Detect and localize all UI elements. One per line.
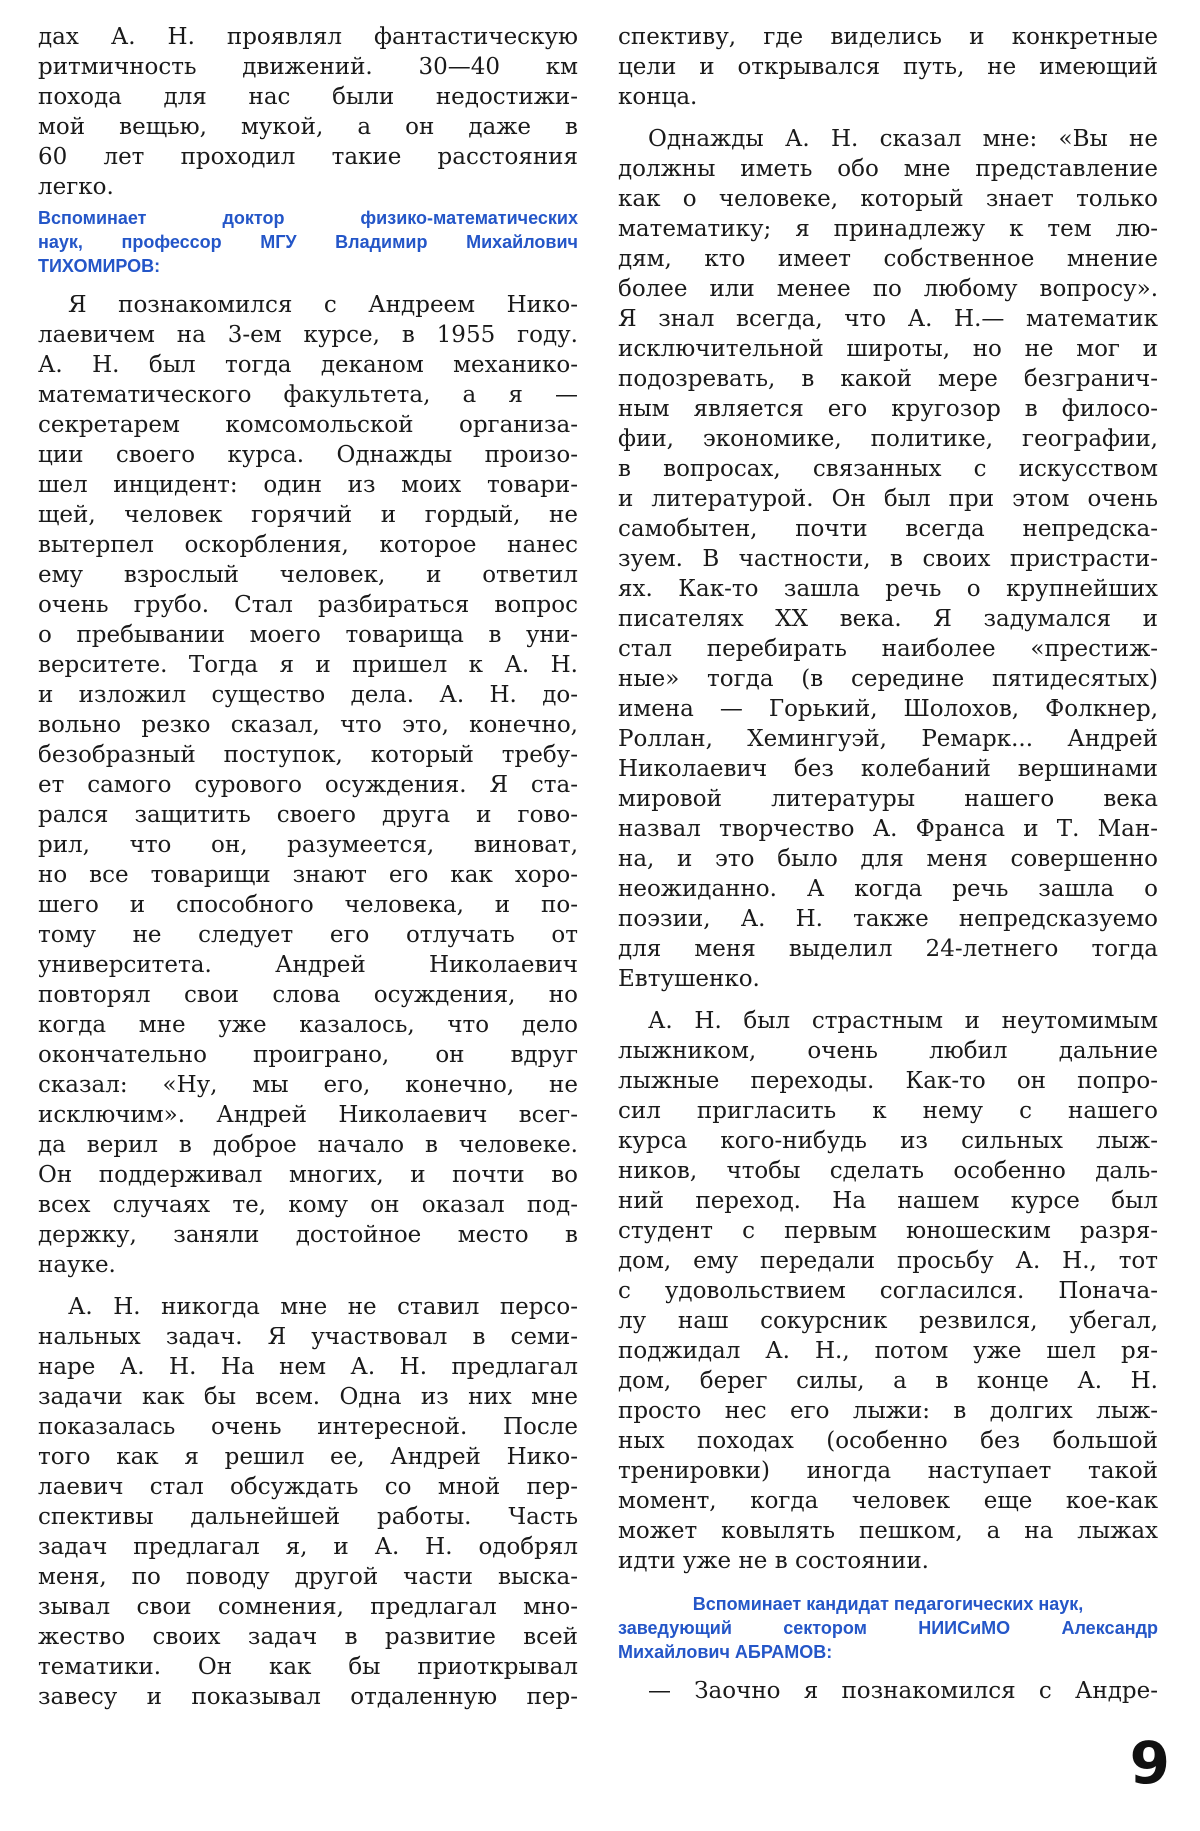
text-line: 60 лет проходил такие расстояния	[38, 144, 578, 170]
text-line: А. Н. был страстным и неутомимым	[648, 1008, 1158, 1034]
text-line: ции своего курса. Однажды произо-	[38, 442, 578, 468]
text-line: тематики. Он как бы приоткрывал	[38, 1654, 578, 1680]
text-line: цели и открывался путь, не имеющий	[618, 54, 1158, 80]
text-line: тренировки) иногда наступает такой	[618, 1458, 1158, 1484]
paragraph	[38, 290, 578, 1280]
text-line: ным является его кругозор в филосо-	[618, 396, 1158, 422]
text-line: рил, что он, разумеется, виноват,	[38, 832, 578, 858]
paragraph-continuation	[38, 22, 578, 202]
paragraph	[38, 1292, 578, 1712]
left-column	[38, 22, 578, 1712]
text-line: вытерпел оскорбления, которое нанес	[38, 532, 578, 558]
text-line: жество своих задач в развитие всей	[38, 1624, 578, 1650]
text-line: А. Н. никогда мне не ставил персо-	[68, 1294, 578, 1320]
text-line: и литературой. Он был при этом очень	[618, 486, 1158, 512]
text-line: в вопросах, связанных с искусством	[618, 456, 1158, 482]
text-line: да верил в доброе начало в человеке.	[38, 1132, 578, 1158]
text-line: очень грубо. Стал разбираться вопрос	[38, 592, 578, 618]
credit-line: Вспоминает кандидат педагогических наук,	[692, 1594, 1084, 1614]
right-column	[618, 22, 1158, 1706]
text-line: с удовольствием согласился. Понача-	[618, 1278, 1158, 1304]
paragraph-continuation	[618, 22, 1158, 112]
credit-line: наук, профессор МГУ Владимир Михайлович	[38, 232, 578, 252]
text-line: А. Н. был тогда деканом механико-	[38, 352, 578, 378]
text-line: о пребывании моего товарища в уни-	[38, 622, 578, 648]
text-line: зуем. В частности, в своих пристрасти-	[618, 546, 1158, 572]
text-line: лыжником, очень любил дальние	[618, 1038, 1158, 1064]
text-line: дям, кто имеет собственное мнение	[618, 246, 1158, 272]
text-line: безобразный поступок, который требу-	[38, 742, 578, 768]
text-line: дах А. Н. проявлял фантастическую	[38, 24, 578, 50]
text-line: сказал: «Ну, мы его, конечно, не	[38, 1072, 578, 1098]
text-line: всех случаях те, кому он оказал под-	[38, 1192, 578, 1218]
text-line: математического факультета, а я —	[38, 382, 578, 408]
text-line: задач предлагал я, и А. Н. одобрял	[38, 1534, 578, 1560]
text-line: исключительной широты, но не мог и	[618, 336, 1158, 362]
text-line: для меня выделил 24-летнего тогда	[618, 936, 1158, 962]
text-line: неожиданно. А когда речь зашла о	[618, 876, 1158, 902]
text-line: может ковылять пешком, а на лыжах	[618, 1518, 1158, 1544]
text-line: мой вещью, мукой, а он даже в	[38, 114, 578, 140]
speaker-credit-abramov	[618, 1592, 1158, 1664]
credit-line: Михайлович АБРАМОВ:	[618, 1642, 833, 1662]
text-line: шего и способного человека, и по-	[38, 892, 578, 918]
text-line: Роллан, Хемингуэй, Ремарк... Андрей	[618, 726, 1158, 752]
page-number: 9	[1129, 1729, 1170, 1797]
text-line: более или менее по любому вопросу».	[618, 276, 1158, 302]
credit-line: Вспоминает доктор физико-математических	[38, 208, 578, 228]
credit-line: заведующий сектором НИИСиМО Александр	[618, 1618, 1158, 1638]
text-line: ников, чтобы сделать особенно даль-	[618, 1158, 1158, 1184]
text-line: нальных задач. Я участвовал в семи-	[38, 1324, 578, 1350]
text-line: того как я решил ее, Андрей Нико-	[38, 1444, 578, 1470]
text-line: ет самого сурового осуждения. Я ста-	[38, 772, 578, 798]
text-line: завесу и показывал отдаленную пер-	[38, 1684, 578, 1710]
text-line: лаевичем на 3-ем курсе, в 1955 году.	[38, 322, 578, 348]
text-line: ных походах (особенно без большой	[618, 1428, 1158, 1454]
text-line: ритмичность движений. 30—40 км	[38, 54, 578, 80]
paragraph-gap	[618, 112, 1158, 124]
text-line: меня, по поводу другой части выска-	[38, 1564, 578, 1590]
text-line: конца.	[618, 84, 698, 110]
text-line: науке.	[38, 1252, 116, 1278]
text-line: спективы дальнейшей работы. Часть	[38, 1504, 578, 1530]
text-line: похода для нас были недостижи-	[38, 84, 578, 110]
text-line: верситете. Тогда я и пришел к А. Н.	[38, 652, 578, 678]
text-line: повторял свои слова осуждения, но	[38, 982, 578, 1008]
text-line: момент, когда человек еще кое-как	[618, 1488, 1158, 1514]
text-line: Николаевич без колебаний вершинами	[618, 756, 1158, 782]
text-line: поджидал А. Н., потом уже шел ря-	[618, 1338, 1158, 1364]
text-line: стал перебирать наиболее «престиж-	[618, 636, 1158, 662]
paragraph	[618, 124, 1158, 994]
text-line: ний переход. На нашем курсе был	[618, 1188, 1158, 1214]
text-line: должны иметь обо мне представление	[618, 156, 1158, 182]
text-line: когда мне уже казалось, что дело	[38, 1012, 578, 1038]
text-line: и изложил существо дела. А. Н. до-	[38, 682, 578, 708]
text-line: студент с первым юношеским разря-	[618, 1218, 1158, 1244]
text-line: математику; я принадлежу к тем лю-	[618, 216, 1158, 242]
text-line: подозревать, в какой мере безгранич-	[618, 366, 1158, 392]
text-line: как о человеке, который знает только	[618, 186, 1158, 212]
text-line: Евтушенко.	[618, 966, 760, 992]
text-line: дом, берег силы, а в конце А. Н.	[618, 1368, 1158, 1394]
text-line: Я познакомился с Андреем Нико-	[68, 292, 578, 318]
text-line: — Заочно я познакомился с Андре-	[648, 1678, 1158, 1704]
text-line: тому не следует его отлучать от	[38, 922, 578, 948]
paragraph-gap	[618, 994, 1158, 1006]
text-line: лыжные переходы. Как-то он попро-	[618, 1068, 1158, 1094]
text-line: сил пригласить к нему с нашего	[618, 1098, 1158, 1124]
text-line: просто нес его лыжи: в долгих лыж-	[618, 1398, 1158, 1424]
text-line: вольно резко сказал, что это, конечно,	[38, 712, 578, 738]
text-line: ях. Как-то зашла речь о крупнейших	[618, 576, 1158, 602]
text-line: показалась очень интересной. После	[38, 1414, 578, 1440]
text-line: на, и это было для меня совершенно	[618, 846, 1158, 872]
text-line: идти уже не в состоянии.	[618, 1548, 929, 1574]
text-line: поэзии, А. Н. также непредсказуемо	[618, 906, 1158, 932]
credit-line: ТИХОМИРОВ:	[38, 256, 161, 276]
text-line: легко.	[38, 174, 114, 200]
text-line: Однажды А. Н. сказал мне: «Вы не	[648, 126, 1158, 152]
text-line: рался защитить своего друга и гово-	[38, 802, 578, 828]
text-line: шел инцидент: один из моих товари-	[38, 472, 578, 498]
text-line: исключим». Андрей Николаевич всег-	[38, 1102, 578, 1128]
text-line: самобытен, почти всегда непредска-	[618, 516, 1158, 542]
text-line: лу наш сокурсник резвился, убегал,	[618, 1308, 1158, 1334]
text-line: Я знал всегда, что А. Н.— математик	[618, 306, 1158, 332]
text-line: назвал творчество А. Франса и Т. Ман-	[618, 816, 1158, 842]
text-line: имена — Горький, Шолохов, Фолкнер,	[618, 696, 1158, 722]
text-line: Он поддерживал многих, и почти во	[38, 1162, 578, 1188]
text-line: держку, заняли достойное место в	[38, 1222, 578, 1248]
text-line: щей, человек горячий и гордый, не	[38, 502, 578, 528]
text-line: писателях XX века. Я задумался и	[618, 606, 1158, 632]
text-line: ему взрослый человек, и ответил	[38, 562, 578, 588]
paragraph-gap	[38, 1280, 578, 1292]
text-line: лаевич стал обсуждать со мной пер-	[38, 1474, 578, 1500]
text-line: задачи как бы всем. Одна из них мне	[38, 1384, 578, 1410]
text-line: наре А. Н. На нем А. Н. предлагал	[38, 1354, 578, 1380]
paragraph-gap	[618, 1576, 1158, 1588]
paragraph	[618, 1676, 1158, 1706]
text-line: дом, ему передали просьбу А. Н., тот	[618, 1248, 1158, 1274]
text-line: университета. Андрей Николаевич	[38, 952, 578, 978]
text-line: зывал свои сомнения, предлагал мно-	[38, 1594, 578, 1620]
text-line: курса кого-нибудь из сильных лыж-	[618, 1128, 1158, 1154]
text-line: спективу, где виделись и конкретные	[618, 24, 1158, 50]
text-line: окончательно проиграно, он вдруг	[38, 1042, 578, 1068]
text-line: но все товарищи знают его как хоро-	[38, 862, 578, 888]
text-line: секретарем комсомольской организа-	[38, 412, 578, 438]
text-line: ные» тогда (в середине пятидесятых)	[618, 666, 1158, 692]
speaker-credit-tikhomirov	[38, 206, 578, 278]
text-line: мировой литературы нашего века	[618, 786, 1158, 812]
text-line: фии, экономике, политике, географии,	[618, 426, 1158, 452]
paragraph	[618, 1006, 1158, 1576]
